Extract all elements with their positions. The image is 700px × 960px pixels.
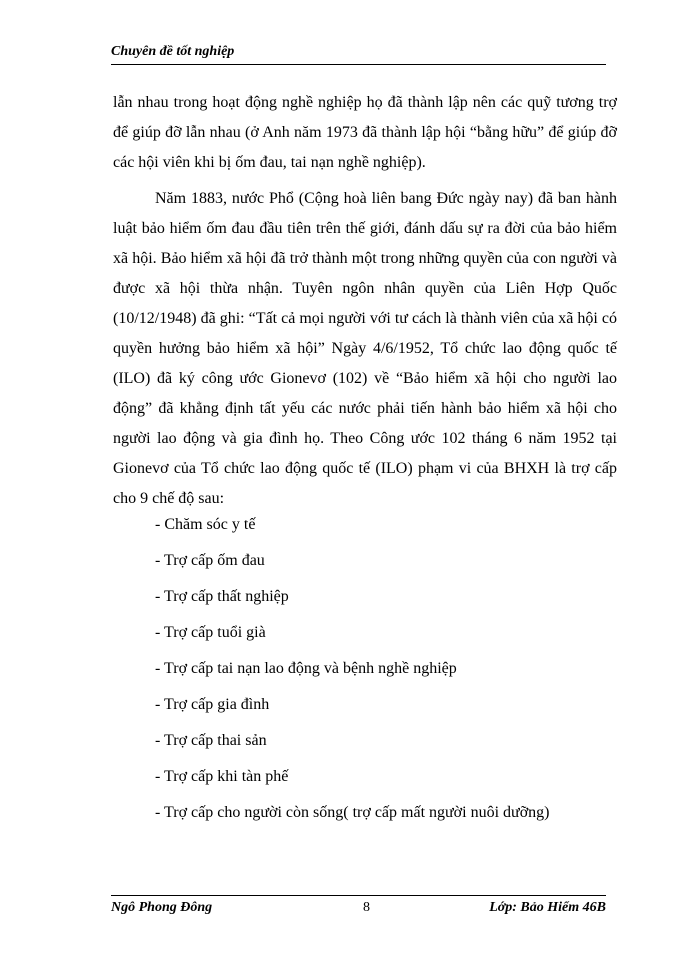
list-item: - Trợ cấp thai sản — [155, 732, 267, 749]
list-item: - Trợ cấp thất nghiệp — [155, 588, 289, 605]
page-header — [111, 42, 606, 65]
list-item: - Chăm sóc y tế — [155, 516, 256, 533]
list-item: - Trợ cấp khi tàn phế — [155, 768, 289, 785]
paragraph-2: Năm 1883, nước Phổ (Cộng hoà liên bang Đức ngày nay) đã ban hành luật bảo hiểm ốm đau đầu tiên trên thế giới, đánh dấu sự ra đời của bảo hiểm xã hội. Bảo hiểm xã hội đã trở thành một trong những quyền của con người và được xã hội thừa nhận. Tuyên ngôn nhân quyền của Liên Hợp Quốc (10/12/1948) đã ghi: “Tất cả mọi người với tư cách là thành viên của xã hội có quyền hưởng bảo hiểm xã hội” Ngày 4/6/1952, Tổ chức lao động quốc tế (ILO) đã ký công ước Gionevơ (102) về “Bảo hiểm xã hội cho người lao động” đã khẳng định tất yếu các nước phải tiến hành bảo hiểm xã hội cho người lao động và gia đình họ. Theo Công ước 102 tháng 6 năm 1952 tại Gionevơ của Tổ chức lao động quốc tế (ILO) phạm vi của BHXH là trợ cấp cho 9 chế độ sau: — [113, 190, 617, 507]
list-item: - Trợ cấp gia đình — [155, 696, 270, 713]
footer-class-label: Lớp: Bảo Hiểm 46B — [489, 900, 606, 915]
document-body — [113, 88, 617, 514]
header-title: Chuyên đề tốt nghiệp — [111, 44, 235, 59]
list-item: - Trợ cấp ốm đau — [155, 552, 265, 569]
paragraph-1: lẫn nhau trong hoạt động nghề nghiệp họ đã thành lập nên các quỹ tương trợ để giúp đỡ lẫn nhau (ở Anh năm 1973 đã thành lập hội “bằng hữu” để giúp đỡ các hội viên khi bị ốm đau, tai nạn nghề nghiệp). — [113, 94, 617, 171]
benefit-list — [155, 510, 550, 834]
list-item: - Trợ cấp cho người còn sống( trợ cấp mất người nuôi dưỡng) — [155, 804, 550, 821]
footer-author: Ngô Phong Đông — [111, 900, 213, 915]
page-footer — [111, 895, 606, 926]
list-item: - Trợ cấp tai nạn lao động và bệnh nghề nghiệp — [155, 660, 457, 677]
page-number: 8 — [363, 900, 370, 915]
list-item: - Trợ cấp tuổi già — [155, 624, 266, 641]
